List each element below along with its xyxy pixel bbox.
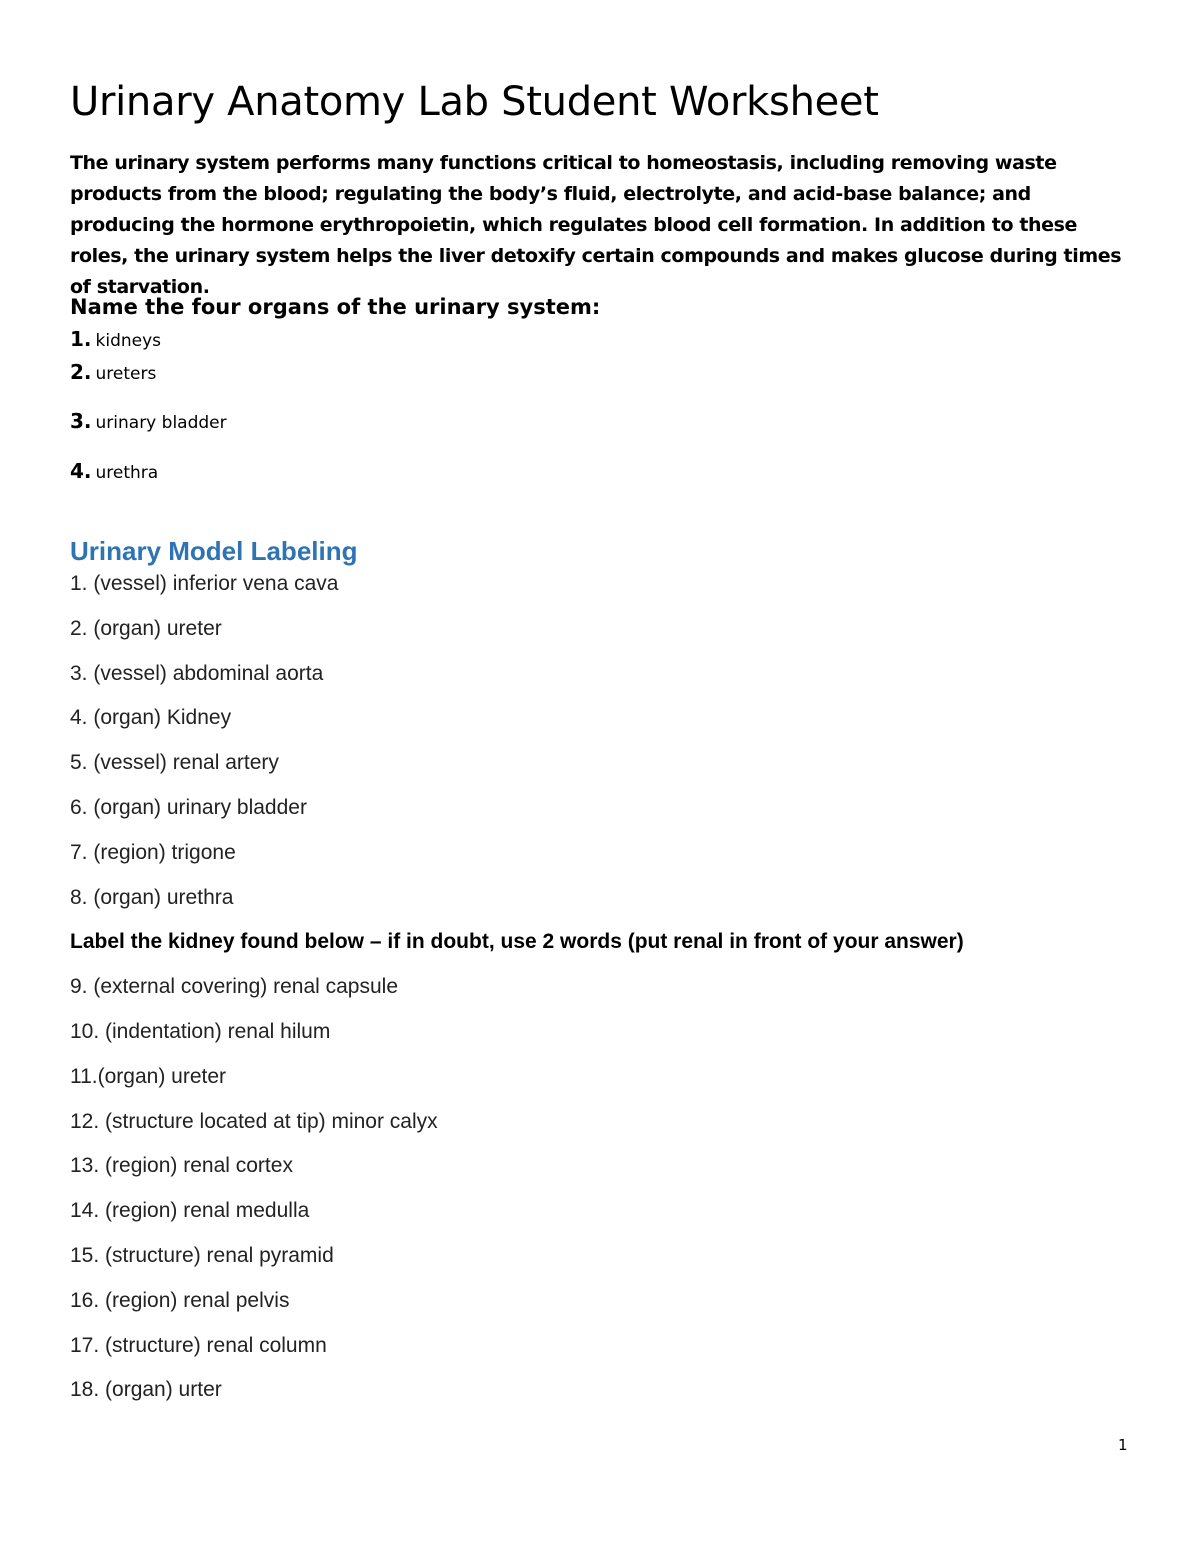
organs-question: Name the four organs of the urinary system:: [70, 295, 601, 319]
organ-answer-3: [70, 409, 227, 433]
organ-answer-2: [70, 360, 156, 384]
kidney-label-14: 14. (region) renal medulla: [70, 1199, 310, 1222]
model-labeling-heading: Urinary Model Labeling: [70, 536, 358, 566]
model-label-7: 7. (region) trigone: [70, 841, 236, 864]
kidney-instruction: Label the kidney found below – if in doubt, use 2 words (put renal in front of your answer): [70, 930, 964, 953]
organ-number: 1.: [70, 327, 92, 351]
page-number: 1: [1118, 1436, 1128, 1454]
model-label-4: 4. (organ) Kidney: [70, 706, 232, 729]
organ-number: 4.: [70, 459, 92, 483]
organ-number: 2.: [70, 360, 92, 384]
kidney-label-17: 17. (structure) renal column: [70, 1334, 327, 1357]
kidney-label-11: 11.(organ) ureter: [70, 1065, 227, 1088]
organ-answer-text: urinary bladder: [95, 413, 227, 433]
organ-answer-4: [70, 459, 158, 483]
kidney-label-13: 13. (region) renal cortex: [70, 1154, 293, 1177]
kidney-label-10: 10. (indentation) renal hilum: [70, 1020, 331, 1043]
page-title: Urinary Anatomy Lab Student Worksheet: [70, 79, 879, 125]
intro-paragraph: The urinary system performs many functions critical to homeostasis, including removing waste products from the blood; regulating the body’s fluid, electrolyte, and acid-base balance; and producing the hormone erythropoietin, which regulates blood cell formation. In addition to these roles, the urinary system helps the liver detoxify certain compounds and makes glucose during times of starvation.: [70, 152, 1122, 298]
organ-number: 3.: [70, 409, 92, 433]
model-label-6: 6. (organ) urinary bladder: [70, 796, 307, 819]
kidney-label-9: 9. (external covering) renal capsule: [70, 975, 399, 998]
model-label-2: 2. (organ) ureter: [70, 617, 222, 640]
model-label-1: 1. (vessel) inferior vena cava: [70, 572, 339, 595]
kidney-label-12: 12. (structure located at tip) minor calyx: [70, 1110, 438, 1133]
organ-answer-1: [70, 327, 161, 351]
kidney-label-16: 16. (region) renal pelvis: [70, 1289, 290, 1312]
organ-answer-text: kidneys: [95, 331, 162, 351]
model-label-5: 5. (vessel) renal artery: [70, 751, 279, 774]
organ-answer-text: urethra: [95, 463, 159, 483]
organ-answer-text: ureters: [95, 364, 157, 384]
kidney-label-18: 18. (organ) urter: [70, 1378, 222, 1401]
kidney-label-15: 15. (structure) renal pyramid: [70, 1244, 334, 1267]
model-label-8: 8. (organ) urethra: [70, 886, 234, 909]
model-label-3: 3. (vessel) abdominal aorta: [70, 662, 324, 685]
